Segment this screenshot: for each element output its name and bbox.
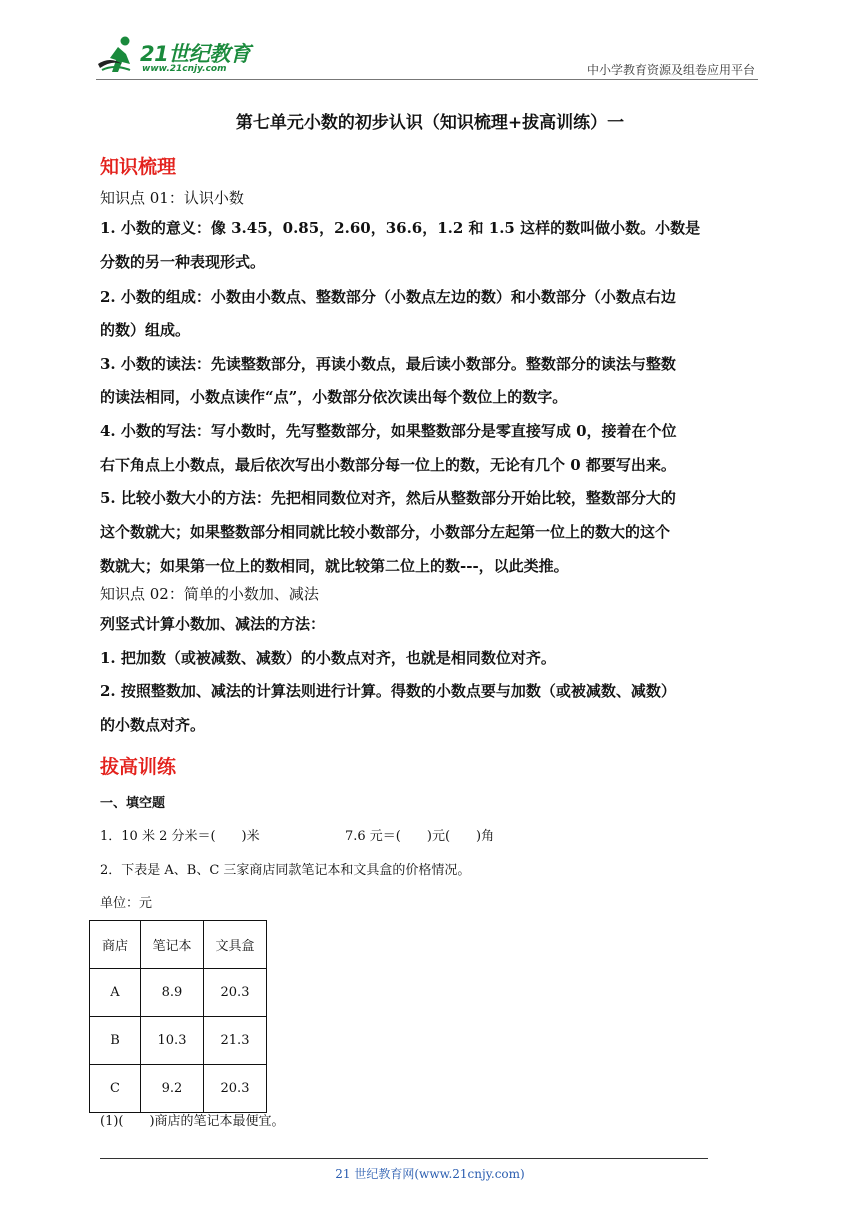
paragraph-3-line-2: 的读法相同，小数点读作“点”，小数部分依次读出每个数位上的数字。 [100, 388, 568, 406]
footer-link[interactable]: 21 世纪教育网(www.21cnjy.com) [335, 1167, 525, 1181]
table-row [90, 969, 267, 1017]
method-item-2-line-2: 的小数点对齐。 [100, 716, 206, 734]
table-row [90, 1017, 267, 1065]
knowledge-point-2-title: 知识点 02：简单的小数加、减法 [100, 585, 319, 603]
header-divider [96, 79, 758, 80]
paragraph-4-line-1: 4. 小数的写法：写小数时，先写整数部分，如果整数部分是零直接写成 0，接着在个位 [100, 422, 677, 440]
table-unit-label: 单位：元 [100, 896, 153, 911]
logo-url: www.21cnjy.com [142, 64, 227, 74]
question-1-part-b: 7.6 元＝( )元( )角 [345, 829, 495, 844]
sub-question-1: (1)( )商店的笔记本最便宜。 [100, 1114, 285, 1129]
table-cell: A [90, 969, 141, 1017]
method-item-2-line-1: 2. 按照整数加、减法的计算法则进行计算。得数的小数点要与加数（或被减数、减数） [100, 682, 676, 700]
table-row [90, 1065, 267, 1113]
table-cell: 20.3 [204, 969, 267, 1017]
table-cell: C [90, 1065, 141, 1113]
method-item-1: 1. 把加数（或被减数、减数）的小数点对齐，也就是相同数位对齐。 [100, 649, 556, 667]
table-cell: 8.9 [141, 969, 204, 1017]
fill-in-section-heading: 一、填空题 [100, 796, 166, 811]
price-table [89, 920, 267, 1113]
training-heading: 拔高训练 [100, 756, 177, 778]
knowledge-point-2-subtitle: 列竖式计算小数加、减法的方法： [100, 615, 326, 633]
table-header-cell: 文具盒 [204, 921, 267, 969]
table-header-cell: 商店 [90, 921, 141, 969]
site-logo [96, 34, 266, 80]
paragraph-4-line-2: 右下角点上小数点，最后依次写出小数部分每一位上的数，无论有几个 0 都要写出来。 [100, 456, 676, 474]
question-1-part-a: 1．10 米 2 分米＝( )米 [100, 829, 260, 844]
logo-text: 21世纪教育 [140, 42, 251, 66]
document-title: 第七单元小数的初步认识（知识梳理+拔高训练）一 [235, 113, 625, 133]
table-cell: 20.3 [204, 1065, 267, 1113]
table-cell: B [90, 1017, 141, 1065]
table-cell: 21.3 [204, 1017, 267, 1065]
table-header-cell: 笔记本 [141, 921, 204, 969]
runner-logo-icon [96, 34, 140, 78]
paragraph-1-line-1: 1. 小数的意义：像 3.45，0.85，2.60，36.6，1.2 和 1.5 这样的数叫做小数。小数是 [100, 219, 701, 237]
knowledge-heading: 知识梳理 [100, 156, 177, 178]
paragraph-3-line-1: 3. 小数的读法：先读整数部分，再读小数点，最后读小数部分。整数部分的读法与整数 [100, 355, 676, 373]
knowledge-point-1-title: 知识点 01：认识小数 [100, 189, 244, 207]
footer-divider [100, 1158, 708, 1159]
platform-tagline: 中小学教育资源及组卷应用平台 [586, 63, 755, 77]
paragraph-5-line-2: 这个数就大；如果整数部分相同就比较小数部分，小数部分左起第一位上的数大的这个 [100, 523, 671, 541]
paragraph-2-line-2: 的数）组成。 [100, 321, 191, 339]
table-header-row [90, 921, 267, 969]
paragraph-1-line-2: 分数的另一种表现形式。 [100, 253, 266, 271]
question-2-text: 2．下表是 A、B、C 三家商店同款笔记本和文具盒的价格情况。 [100, 863, 471, 878]
table-cell: 9.2 [141, 1065, 204, 1113]
paragraph-5-line-1: 5. 比较小数大小的方法：先把相同数位对齐，然后从整数部分开始比较，整数部分大的 [100, 489, 676, 507]
paragraph-2-line-1: 2. 小数的组成：小数由小数点、整数部分（小数点左边的数）和小数部分（小数点右边 [100, 288, 676, 306]
table-cell: 10.3 [141, 1017, 204, 1065]
paragraph-5-line-3: 数就大；如果第一位上的数相同，就比较第二位上的数---，以此类推。 [100, 557, 569, 575]
